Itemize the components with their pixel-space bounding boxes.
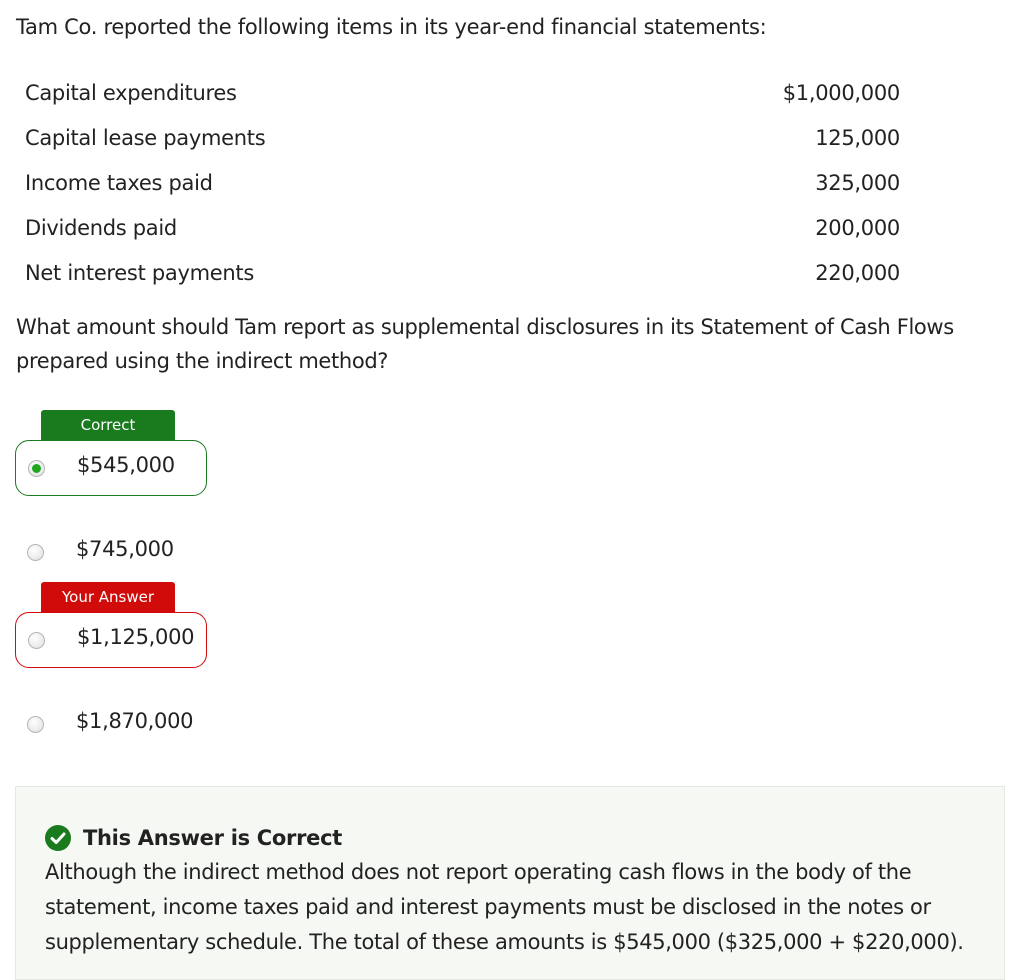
item-label: Capital lease payments [25, 125, 266, 150]
answer-option-4[interactable] [15, 697, 207, 753]
explanation-text: Although the indirect method does not report operating cash flows in the body of the statement, income taxes paid and interest payments must be disclosed in the notes or supplementary schedule. The total of these amounts is $545,000 ($325,000 + $220,000). [45, 860, 964, 954]
radio-button[interactable] [28, 460, 45, 477]
list-item [25, 205, 900, 250]
item-amount: $1,000,000 [782, 80, 900, 105]
item-label: Dividends paid [25, 215, 177, 240]
correct-badge: Correct [41, 410, 175, 440]
answer-option-3[interactable] [15, 612, 207, 668]
item-amount: 325,000 [815, 170, 900, 195]
item-amount: 200,000 [815, 215, 900, 240]
item-amount: 220,000 [815, 260, 900, 285]
item-label: Capital expenditures [25, 80, 237, 105]
item-label: Net interest payments [25, 260, 254, 285]
option-label: $545,000 [77, 453, 175, 477]
explanation-panel [15, 786, 1005, 980]
radio-button[interactable] [27, 716, 44, 733]
answer-option-1[interactable] [15, 440, 207, 496]
option-label: $1,870,000 [76, 709, 194, 733]
answer-option-2[interactable] [15, 525, 207, 581]
list-item [25, 250, 900, 295]
radio-button[interactable] [27, 544, 44, 561]
financial-items-list [25, 70, 900, 295]
item-amount: 125,000 [815, 125, 900, 150]
explanation-title: This Answer is Correct [83, 826, 342, 850]
check-circle-icon [45, 825, 71, 851]
question-intro: Tam Co. reported the following items in its year-end financial statements: [16, 15, 767, 39]
list-item [25, 160, 900, 205]
explanation-header [45, 825, 342, 851]
option-label: $745,000 [76, 537, 174, 561]
option-label: $1,125,000 [77, 625, 195, 649]
your-answer-badge: Your Answer [41, 582, 175, 612]
list-item [25, 115, 900, 160]
list-item [25, 70, 900, 115]
question-prompt: What amount should Tam report as supplemental disclosures in its Statement of Cash Flows prepared using the indirect method? [16, 315, 954, 373]
item-label: Income taxes paid [25, 170, 213, 195]
radio-button[interactable] [28, 632, 45, 649]
